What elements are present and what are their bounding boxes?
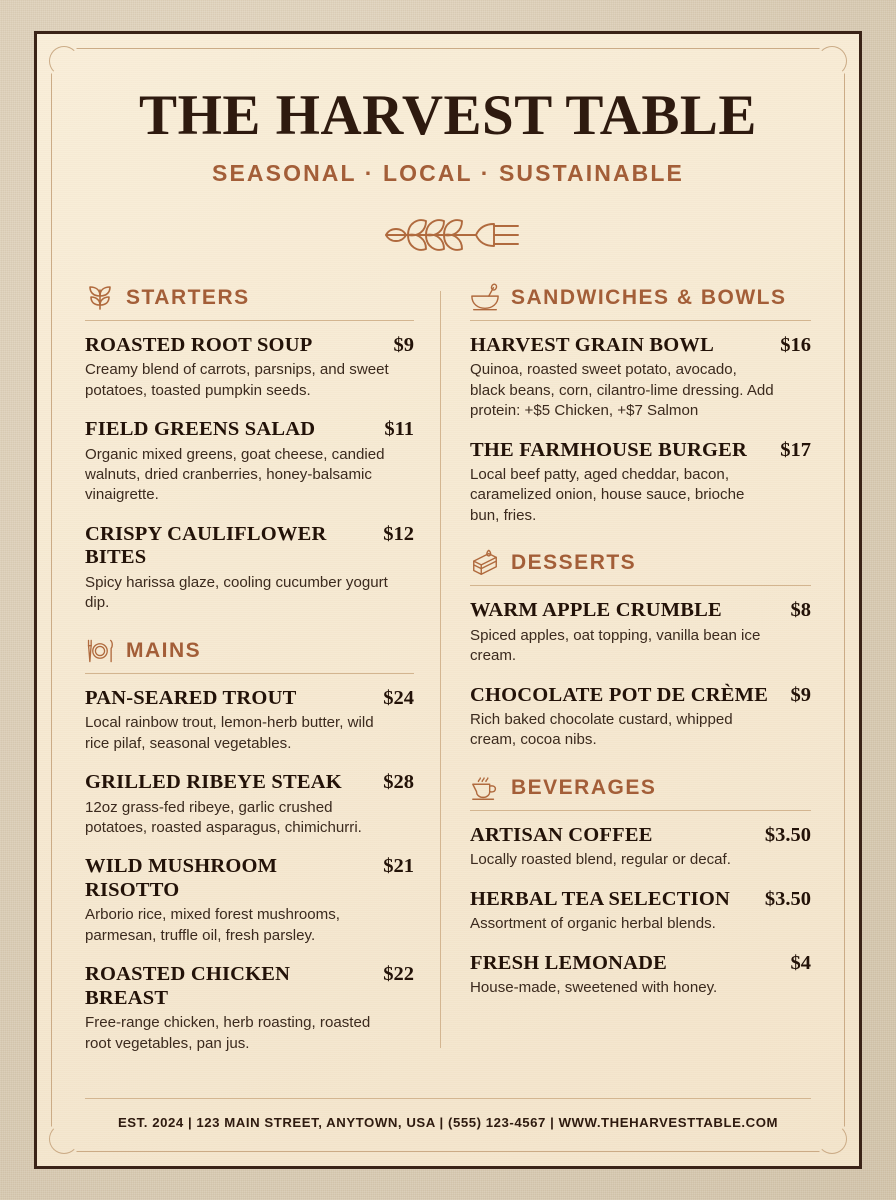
menu-item [85,771,414,838]
menu-item-description: Organic mixed greens, goat cheese, candied walnuts, dried cranberries, honey-balsamic vinaigrette. [85,445,385,504]
menu-item-price: $21 [383,855,414,878]
section-title: STARTERS [126,285,250,309]
menu-item-name: CHOCOLATE POT DE CRÈME [470,683,769,706]
menu-column-right [441,283,811,1058]
section-divider [470,320,811,321]
menu-item-name: ROASTED CHICKEN BREAST [85,963,291,1009]
menu-item-description: Local beef patty, aged cheddar, bacon, caramelized onion, house sauce, brioche bun, fries. [470,466,745,524]
menu-item-description: Rich baked chocolate custard, whipped cream, cocoa nibs. [470,711,733,749]
menu-item-price: $12 [383,522,414,545]
menu-section-mains [85,636,414,1054]
section-header [470,773,811,803]
menu-item-price: $3.50 [764,887,811,910]
sprout-icon [85,283,115,313]
menu-item-name: ARTISAN COFFEE [470,823,653,846]
section-divider [85,673,414,674]
menu-section-starters [85,283,414,614]
menu-item-header [85,687,414,711]
menu-item-header [85,963,414,1010]
section-header [85,636,414,666]
menu-item [470,439,811,527]
menu-item-price: $24 [383,686,414,709]
menu-item [470,334,811,422]
menu-item-price: $11 [384,418,414,441]
menu-section-sandwiches-bowls [470,283,811,526]
menu-item-header [470,439,811,463]
menu-card-surface [37,34,859,1166]
menu-item [85,687,414,754]
section-divider [85,320,414,321]
menu-item [85,418,414,506]
menu-item [470,599,811,666]
menu-item-name: PAN-SEARED TROUT [85,686,297,709]
menu-item-description: Creamy blend of carrots, parsnips, and sweet potatoes, toasted pumpkin seeds. [85,361,389,399]
menu-item-header [470,824,811,848]
bowl-spoon-icon [470,283,500,313]
menu-item-header [85,523,414,570]
coffee-cup-icon [470,773,500,803]
menu-item-description: 12oz grass-fed ribeye, garlic crushed potatoes, roasted asparagus, chimichurri. [85,798,362,836]
menu-item [85,523,414,614]
menu-item-description: Local rainbow trout, lemon-herb butter, wild rice pilaf, seasonal vegetables. [85,714,374,752]
menu-item-header [85,771,414,795]
menu-item [85,963,414,1054]
menu-item-description: Locally roasted blend, regular or decaf. [470,851,731,869]
menu-item-header [470,888,811,912]
menu-item-name: GRILLED RIBEYE STEAK [85,771,342,794]
section-header [85,283,414,313]
menu-column-left [85,283,440,1058]
section-title: SANDWICHES & BOWLS [511,285,787,309]
footer-contact-info: EST. 2024 | 123 MAIN STREET, ANYTOWN, USA | (555) 123-4567 | WWW.THEHARVESTTABLE.COM [117,1115,779,1130]
menu-item-description: Quinoa, roasted sweet potato, avocado, black beans, corn, cilantro-lime dressing. Add protein: +$5 Chicken, +$7 Salmon [470,361,774,420]
section-divider [470,810,811,811]
menu-item [470,684,811,751]
section-header [470,283,811,313]
menu-item-price: $3.50 [764,823,811,846]
menu-item-header [85,855,414,902]
menu-item-name: CRISPY CAULIFLOWER BITES [85,522,327,569]
menu-item-name: HARVEST GRAIN BOWL [470,333,714,356]
menu-item-price: $9 [790,683,811,706]
menu-item-name: FIELD GREENS SALAD [85,418,316,441]
section-title: BEVERAGES [511,775,657,799]
menu-item-description: Spiced apples, oat topping, vanilla bean ice cream. [470,626,761,665]
wheat-fork-ornament-icon [368,213,528,257]
footer-divider [85,1098,811,1099]
menu-item-name: WILD MUSHROOM RISOTTO [85,855,278,901]
menu-item-description: Arborio rice, mixed forest mushrooms, parmesan, truffle oil, fresh parsley. [85,906,340,944]
menu-item [85,855,414,946]
menu-item-header [470,952,811,976]
menu-item-description: Free-range chicken, herb roasting, roasted root vegetables, pan jus. [85,1014,371,1052]
menu-item-header [470,599,811,623]
menu-item [85,334,414,401]
menu-item-price: $9 [393,333,414,356]
menu-item [470,888,811,935]
menu-item-name: FRESH LEMONADE [470,951,667,974]
menu-item-name: HERBAL TEA SELECTION [470,887,730,910]
menu-item-description: Assortment of organic herbal blends. [470,915,716,933]
menu-item-name: ROASTED ROOT SOUP [85,333,313,356]
menu-card [34,31,862,1169]
section-divider [470,585,811,586]
menu-item-price: $28 [383,771,414,794]
section-header [470,548,811,578]
fork-plate-knife-icon [85,636,115,666]
menu-columns [85,283,811,1058]
menu-item-description: House-made, sweetened with honey. [470,979,718,997]
cake-slice-icon [470,548,500,578]
menu-item-header [85,418,414,442]
menu-item-price: $17 [780,438,811,461]
menu-item-price: $4 [790,951,811,974]
menu-item-header [470,684,811,708]
menu-item-price: $16 [780,333,811,356]
menu-item-name: WARM APPLE CRUMBLE [470,599,722,622]
section-title: MAINS [126,638,202,662]
menu-item [470,824,811,871]
restaurant-tagline: SEASONAL · LOCAL · SUSTAINABLE [212,159,684,186]
menu-section-beverages [470,773,811,999]
menu-section-desserts [470,548,811,751]
restaurant-name: THE HARVEST TABLE [139,84,757,147]
menu-item [470,952,811,999]
menu-item-description: Spicy harissa glaze, cooling cucumber yogurt dip. [85,573,388,612]
section-title: DESSERTS [511,551,637,575]
menu-item-header [85,334,414,358]
menu-item-header [470,334,811,358]
menu-item-price: $22 [383,963,414,986]
menu-item-price: $8 [790,599,811,622]
menu-content [37,34,859,1166]
menu-footer [85,1098,811,1130]
menu-item-name: THE FARMHOUSE BURGER [470,438,747,461]
